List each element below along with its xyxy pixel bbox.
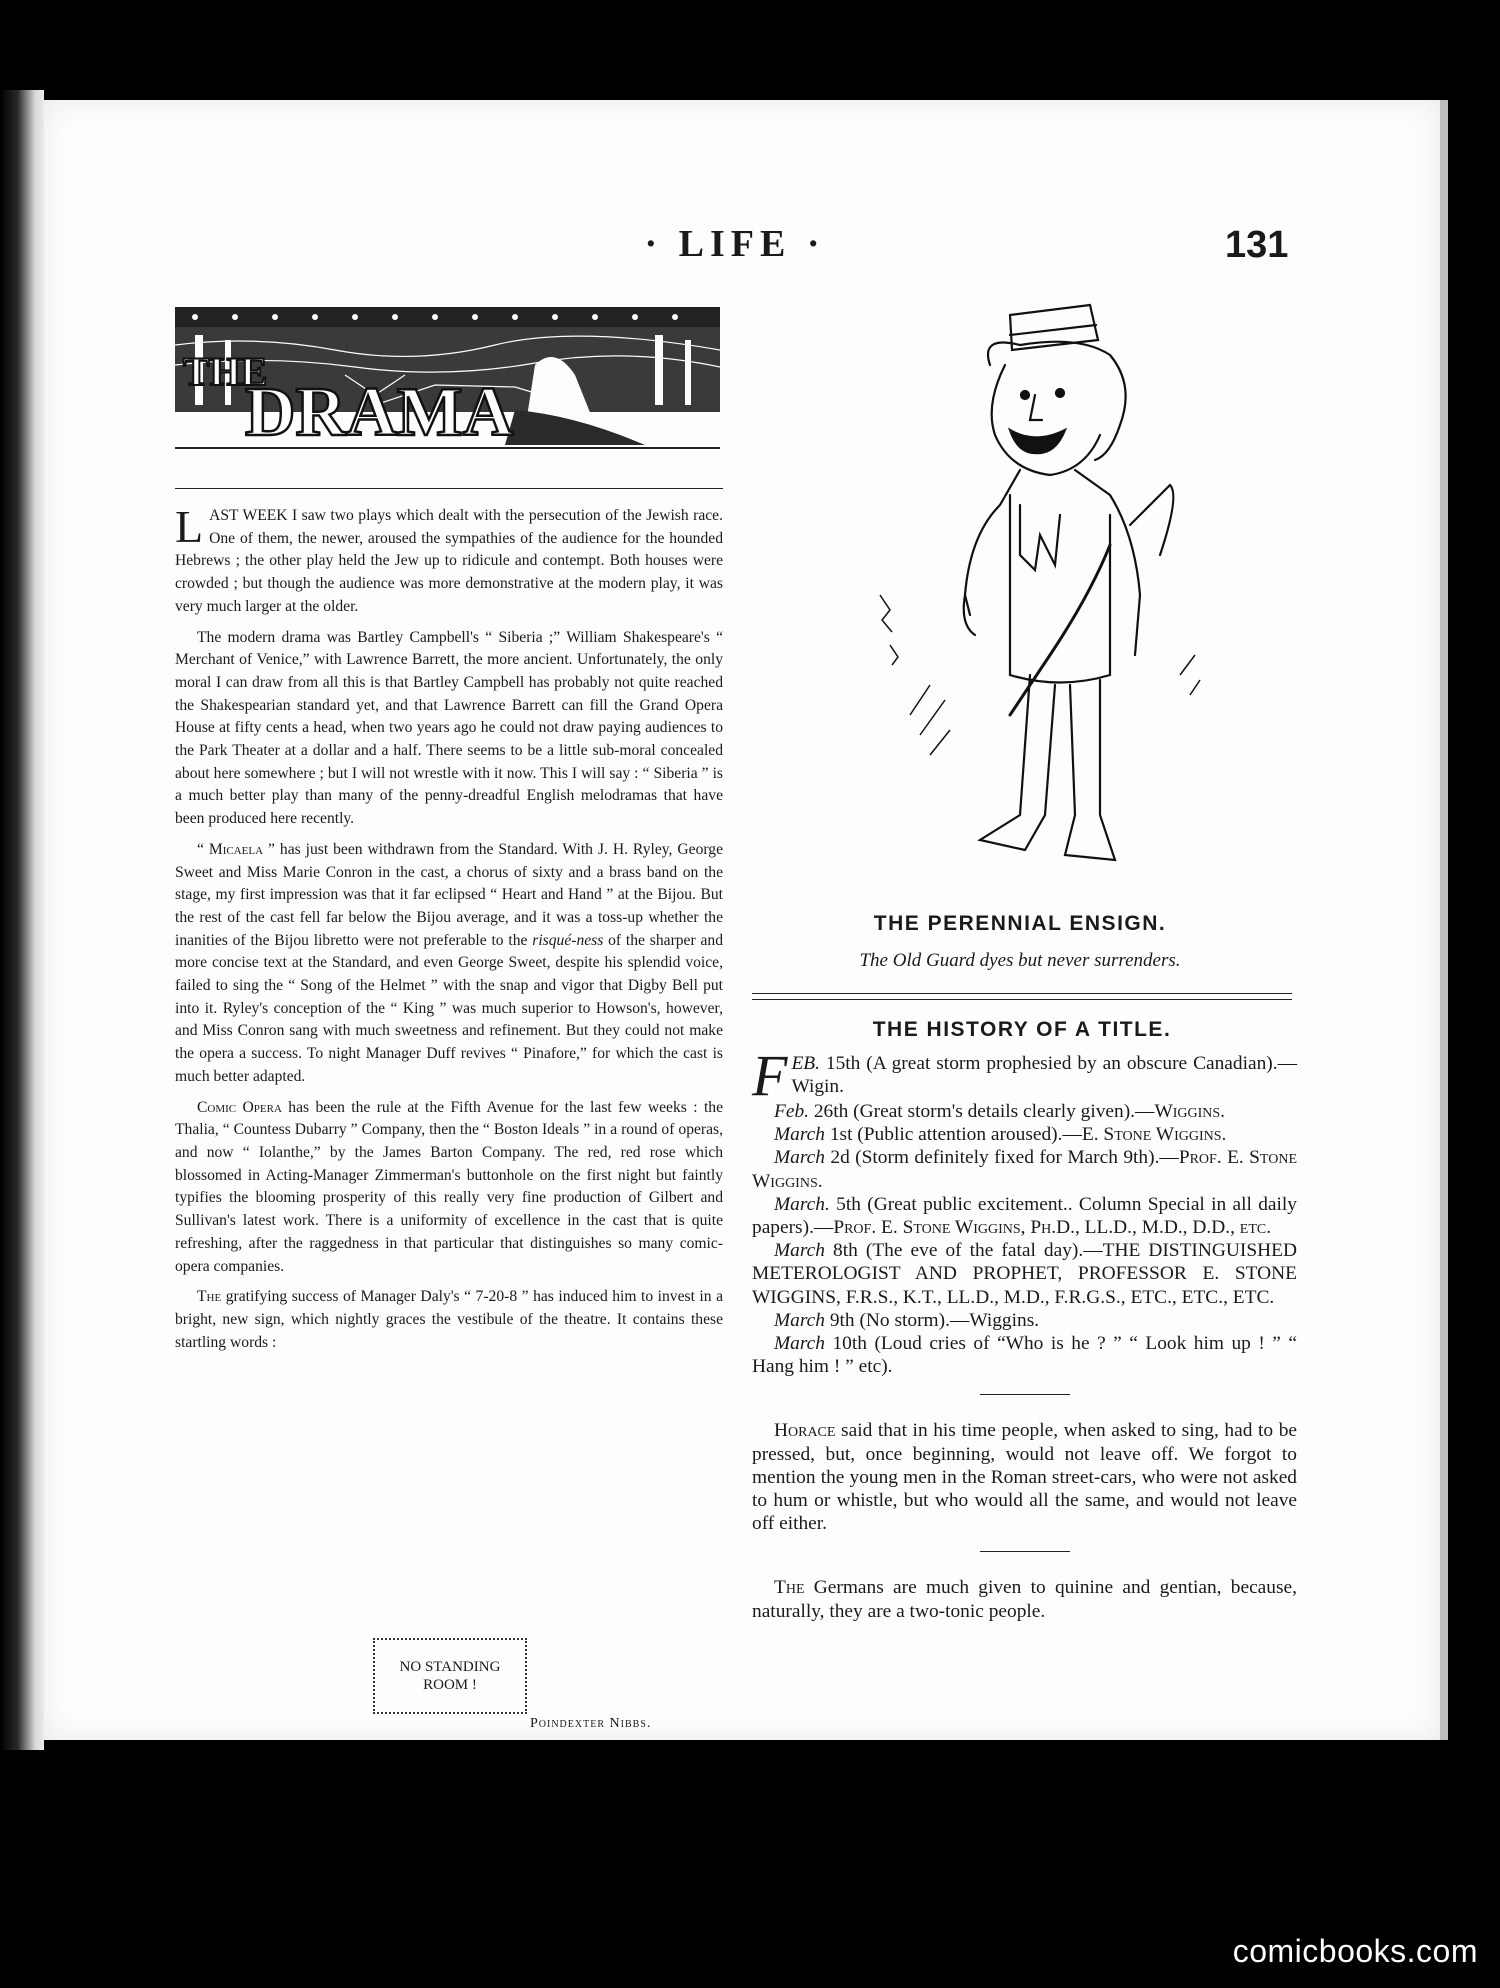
drama-paragraph-1 [175, 501, 723, 619]
entry-3-text: 1st (Public attention aroused).— [824, 1124, 1082, 1146]
entry-5-date: March. [774, 1193, 830, 1215]
author-signature: Poindexter Nibbs. [530, 1716, 652, 1731]
entry-7-date: March [774, 1309, 825, 1331]
drama-paragraph-4 [175, 1097, 723, 1279]
comic-opera-label: Comic Opera [197, 1098, 282, 1116]
drama-paragraph-3-text-b: of the sharper and more concise text at the Standard, and even George Sweet, despite his splendid voice, failed to sing the “ Song of the Helmet ” with the snap and vigor that Digby Bell put into it. Ryley's conception of the “ King ” was much superior to Howson's, however, and Miss Conron sang with much sweetness and refinement. But they could not make the opera a success. To night Manager Duff revives “ Pinafore,” for which the cast is much better adapted. [175, 931, 723, 1085]
entry-2-date: Feb. [774, 1101, 809, 1122]
history-entry-7 [752, 1309, 1297, 1332]
entry-4-name: Prof. E. Stone Wiggins. [752, 1147, 1298, 1192]
page-number: 131 [1225, 224, 1289, 266]
entry-2-text: 26th (Great storm's details clearly given).— [809, 1101, 1155, 1122]
drama-paragraph-3 [175, 839, 723, 1089]
entry-2-name: Wiggins. [1154, 1101, 1226, 1122]
germans-text: Germans are much given to quinine and gentian, because, naturally, they are a two-tonic people. [752, 1577, 1297, 1622]
history-entry-8 [752, 1332, 1297, 1378]
history-entry-5 [752, 1193, 1297, 1239]
entry-5-name: Prof. E. Stone Wiggins, Ph.D., LL.D., M.D., D.D., etc. [833, 1217, 1272, 1239]
page-edge-right [1440, 100, 1448, 1740]
horace-text: said that in his time people, when asked to sing, had to be pressed, but, once beginning, would not leave off. We forgot to mention the young men in the Roman street-cars, who were not asked to hum or whistle, but who would all the same, and would not leave off either. [752, 1420, 1297, 1535]
drama-paragraph-5-text: gratifying success of Manager Daly's “ 7-20-8 ” has induced him to invest in a bright, new sign, which nightly graces the vestibule of the theatre. It contains these startling words : [175, 1288, 723, 1351]
the-label: The [197, 1288, 222, 1306]
entry-1-date: EB. [791, 1053, 820, 1074]
horace-paragraph [752, 1419, 1297, 1535]
history-entry-1 [752, 1043, 1297, 1108]
drop-cap: L [175, 501, 204, 552]
risque-word: risqué-ness [532, 931, 604, 949]
drama-paragraph-4-text: has been the rule at the Fifth Avenue for the last few weeks : the Thalia, “ Countess Dubarry ” Company, then the “ Boston Ideals ” in a round of operas, and now “ Iolanthe,” by the James Barton Company. The red, red rose which blossomed in Acting-Manager Zimmerman's buttonhole on the first night but faintly typifies the blooming prosperity of this really very fine production of Gilbert and Sullivan's latest work. There is a uniformity of excellence in the cast that is quite refreshing, after the raggedness in that particular that distinguishes so many comic-opera companies. [175, 1098, 724, 1275]
svg-text:THE: THE [183, 349, 268, 394]
separator-rule-2 [980, 1551, 1070, 1552]
drama-paragraph-5 [175, 1286, 723, 1354]
history-entry-4 [752, 1146, 1297, 1192]
drama-column [175, 501, 724, 1362]
germans-paragraph [752, 1576, 1297, 1622]
history-entry-6 [752, 1239, 1297, 1309]
entry-5-text: 5th (Great public excitement.. Column Special in all daily papers).— [752, 1193, 1297, 1239]
micaela-label: “ Micaela [197, 840, 264, 858]
drama-paragraph-2: The modern drama was Bartley Campbell's “ Siberia ;” William Shakespeare's “ Merchant of Venice,” with Lawrence Barrett, the more ancient. Unfortunately, the only moral I can draw from all this is that Bartley Campbell has probably not quite reached the Shakespearian standard yet, and that Lawrence Barrett can fill the Grand Opera House at fifty cents a head, when two years ago he could not draw paying audiences to the Park Theater at a dollar and a half. There seems to be a little sub-moral concealed about here somewhere ; but I will not wrestle with it now. This I will say : “ Siberia ” is a much better play than many of the penny-dreadful English melodramas that have been produced here recently. [175, 628, 723, 828]
ensign-cartoon-illustration [860, 295, 1230, 895]
drama-paragraph-1-text: AST WEEK I saw two plays which dealt with the persecution of the Jewish race. One of them, the newer, aroused the sympathies of the audience for the hounded Hebrews ; the other play held the Jew up to ridicule and contempt. Both houses were crowded ; but though the audience was more demonstrative at the modern play, it was very much larger at the older. [175, 507, 723, 615]
no-standing-room-sign [373, 1638, 527, 1714]
svg-text:DRAMA: DRAMA [245, 374, 514, 450]
entry-4-text: 2d (Storm definitely fixed for March 9th).— [824, 1147, 1179, 1169]
cartoon-caption: The Old Guard dyes but never surrenders. [859, 950, 1181, 971]
entry-8-text: 10th (Loud cries of “Who is he ? ” “ Look him up ! ” “ Hang him ! ” etc). [752, 1333, 1297, 1378]
entry-8-date: March [774, 1333, 825, 1355]
entry-7-text: 9th (No storm).—Wiggins. [824, 1309, 1040, 1331]
sign-line-1: NO STANDING [399, 1659, 501, 1675]
entry-1-text: 15th (A great storm prophesied by an obscure Canadian).—Wigin. [791, 1053, 1297, 1098]
drama-paragraph-3-text-a: ” has just been withdrawn from the Standard. With J. H. Ryley, George Sweet and Miss Marie Conron in the cast, a chorus of sixty and a brass band on the stage, my first impression was that it far eclipsed “ Heart and Hand ” at the Bijou. But the rest of the cast fell far below the Bijou average, and it was a toss-up whether the inanities of the Bijou libretto were not preferable to the [175, 840, 724, 949]
entry-4-date: March [774, 1147, 825, 1169]
cartoon-title: THE PERENNIAL ENSIGN. [873, 912, 1167, 935]
history-entry-2 [752, 1100, 1297, 1123]
history-title: THE HISTORY OF A TITLE. [872, 1018, 1172, 1041]
history-entry-3 [752, 1123, 1297, 1146]
entry-6-date: March [774, 1240, 825, 1262]
drama-top-rule [175, 488, 723, 489]
horace-label: Horace [774, 1420, 836, 1442]
sign-line-2: ROOM ! [423, 1677, 477, 1693]
separator-rule-1 [980, 1394, 1070, 1395]
history-column [752, 1043, 1298, 1623]
masthead: · LIFE · [644, 223, 826, 265]
entry-3-date: March [774, 1124, 825, 1146]
germans-label: The [774, 1577, 805, 1599]
double-rule [752, 993, 1292, 1000]
entry-3-name: E. Stone Wiggins. [1081, 1124, 1227, 1146]
entry-6-text: 8th (The eve of the fatal day).—THE DISTINGUISHED METEROLOGIST AND PROPHET, PROFESSOR E. STONE WIGGINS, F.R.S., K.T., LL.D., M.D., F.R.G.S., ETC., ETC., ETC. [752, 1240, 1297, 1308]
drop-cap-f: F [752, 1043, 788, 1108]
watermark: comicbooks.com [1232, 1933, 1478, 1969]
drama-header-illustration [175, 305, 720, 450]
scan-edge-left [0, 90, 44, 1750]
